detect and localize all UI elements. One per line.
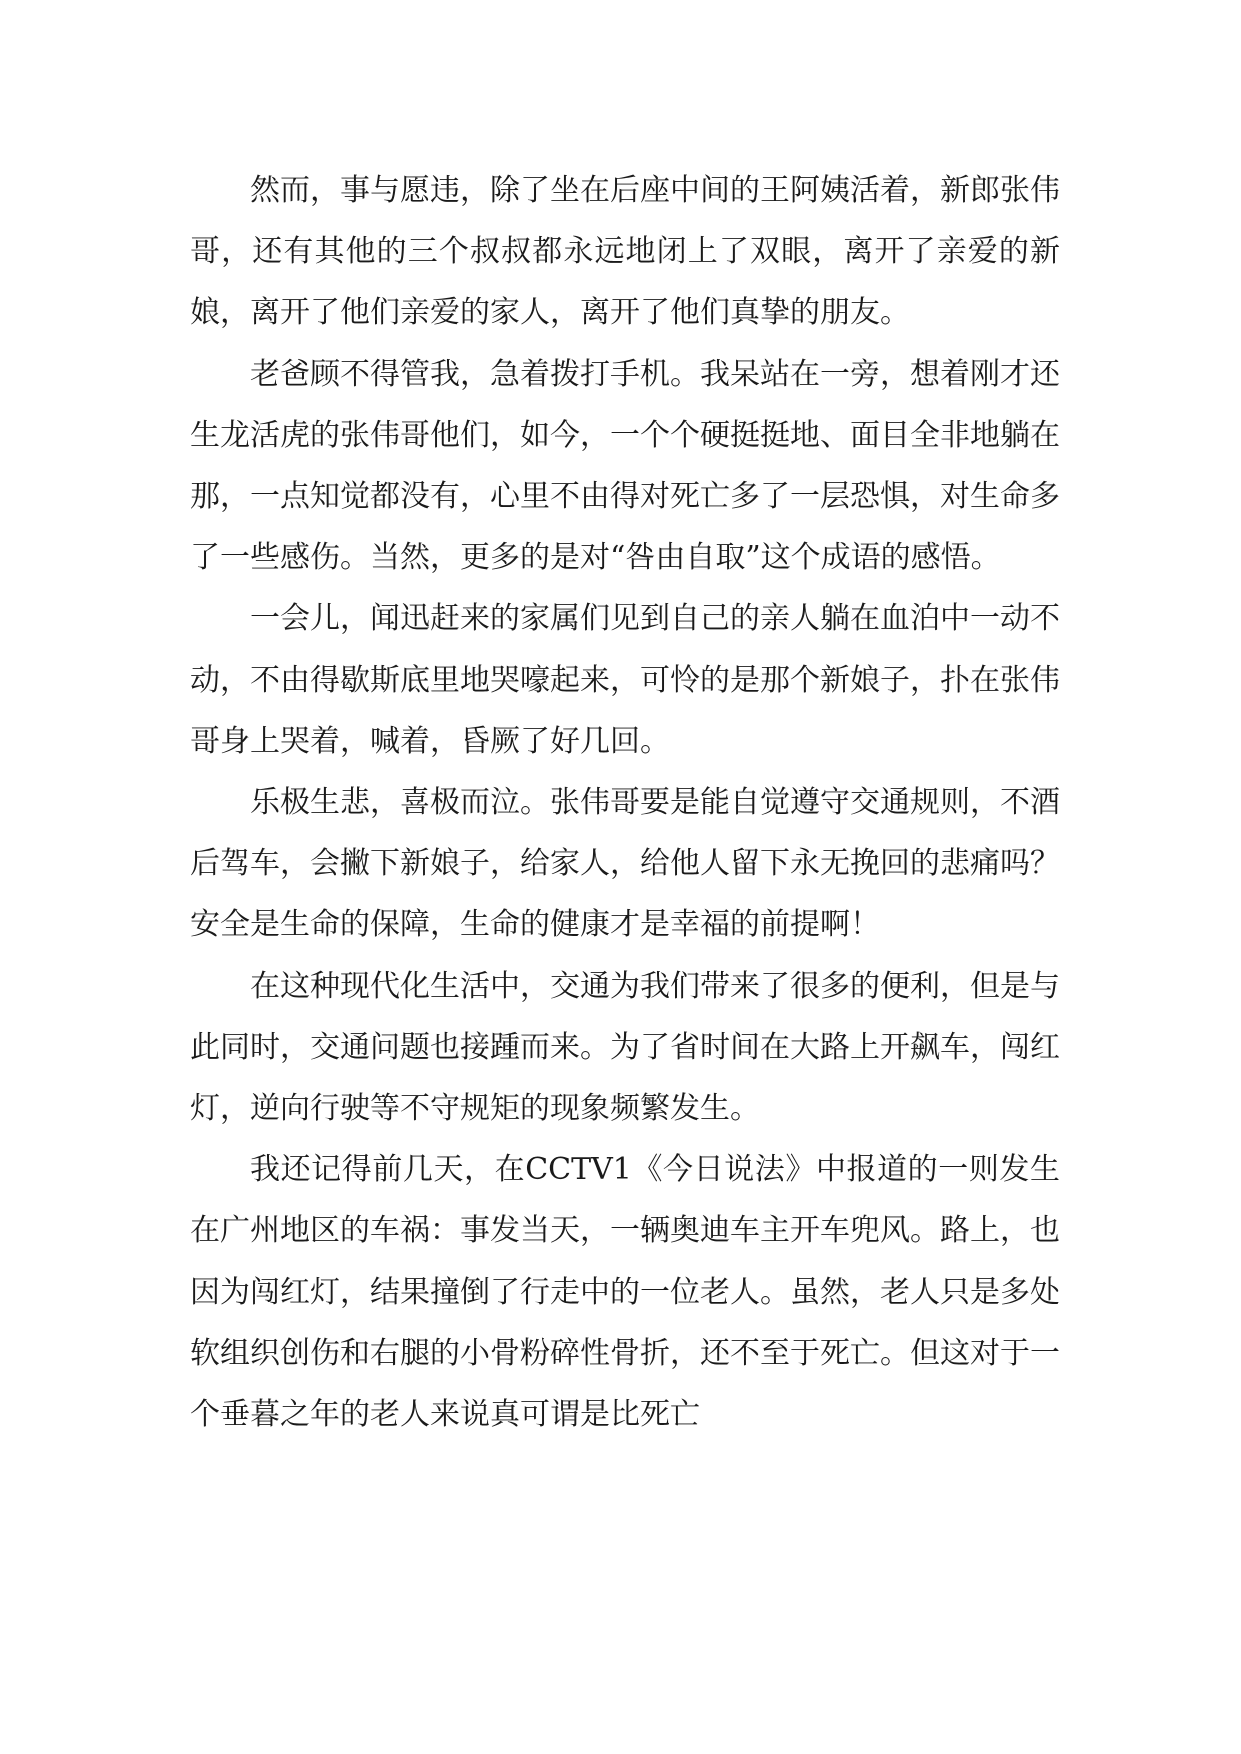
paragraph-4: 乐极生悲，喜极而泣。张伟哥要是能自觉遵守交通规则，不酒后驾车，会撇下新娘子，给家人，给他人留下永无挽回的悲痛吗？安全是生命的保障，生命的健康才是幸福的前提啊！ [190, 785, 1060, 943]
document-body [190, 160, 1060, 1445]
paragraph-1: 然而，事与愿违，除了坐在后座中间的王阿姨活着，新郎张伟哥，还有其他的三个叔叔都永远地闭上了双眼，离开了亲爱的新娘，离开了他们亲爱的家人，离开了他们真挚的朋友。 [190, 173, 1060, 331]
paragraph-5: 在这种现代化生活中，交通为我们带来了很多的便利，但是与此同时，交通问题也接踵而来。为了省时间在大路上开飙车，闯红灯，逆向行驶等不守规矩的现象频繁发生。 [190, 968, 1060, 1127]
paragraph-3: 一会儿，闻迅赶来的家属们见到自己的亲人躺在血泊中一动不动，不由得歇斯底里地哭嚎起来，可怜的是那个新娘子，扑在张伟哥身上哭着，喊着，昏厥了好几回。 [190, 601, 1060, 759]
paragraph-6: 我还记得前几天，在CCTV1《今日说法》中报道的一则发生在广州地区的车祸：事发当天，一辆奥迪车主开车兜风。路上，也因为闯红灯，结果撞倒了行走中的一位老人。虽然，老人只是多处软组织创伤和右腿的小骨粉碎性骨折，还不至于死亡。但这对于一个垂暮之年的老人来说真可谓是比死亡 [190, 1152, 1060, 1433]
paragraph-2: 老爸顾不得管我，急着拨打手机。我呆站在一旁，想着刚才还生龙活虎的张伟哥他们，如今，一个个硬挺挺地、面目全非地躺在那，一点知觉都没有，心里不由得对死亡多了一层恐惧，对生命多了一些感伤。当然，更多的是对“咎由自取”这个成语的感悟。 [190, 356, 1060, 576]
